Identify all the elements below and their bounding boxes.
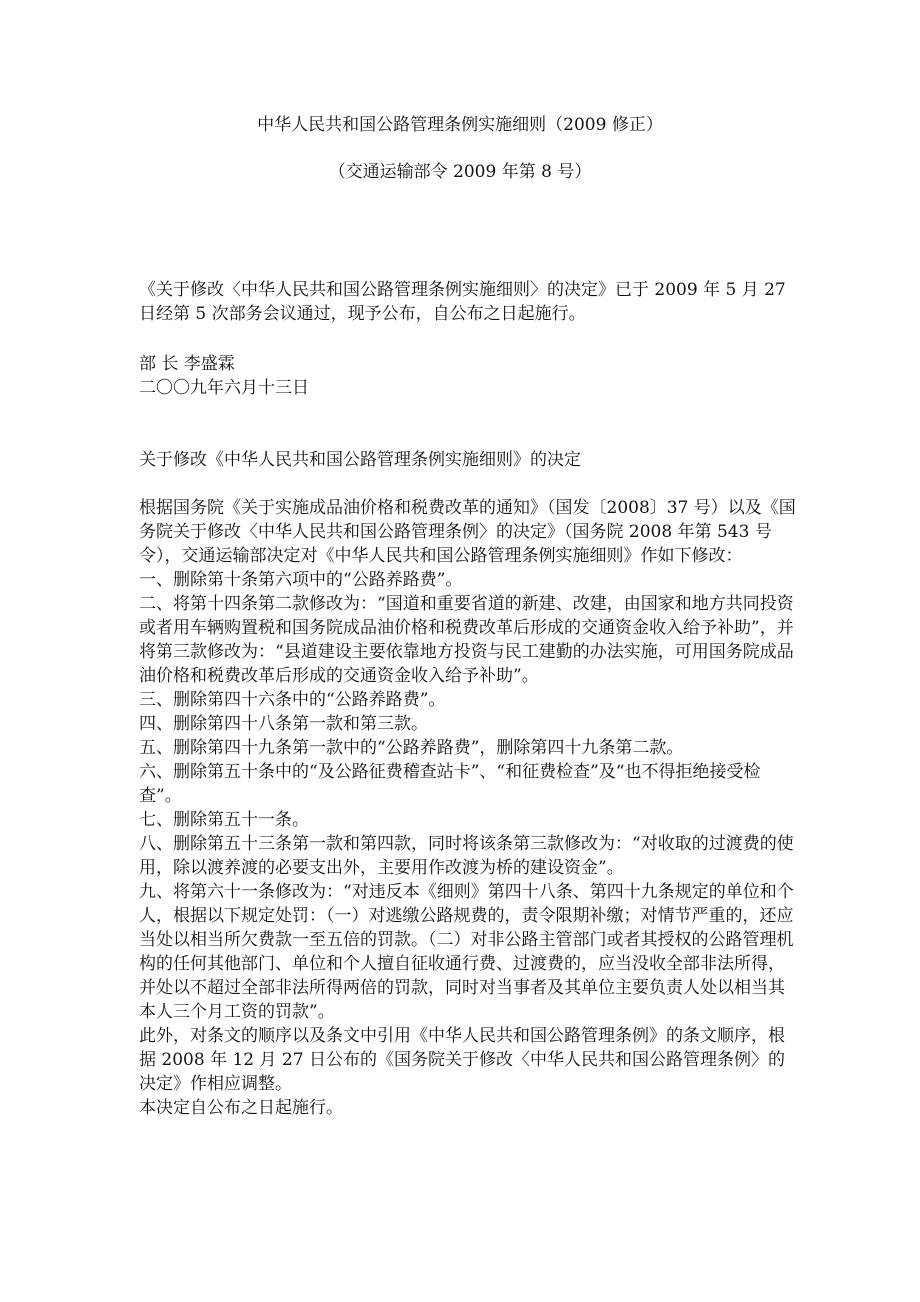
decision-paragraph-6: 六、删除第五十条中的“及公路征费稽查站卡”、“和征费检查”及“也不得拒绝接受检查”。 [139, 762, 761, 806]
decision-paragraph-9: 九、将第六十一条修改为：“对违反本《细则》第四十八条、第四十九条规定的单位和个人，根据以下规定处罚：（一）对逃缴公路规费的，责令限期补缴；对情节严重的，还应当处以相当所欠费款一至五倍的罚款。（二）对非公路主管部门或者其授权的公路管理机构的任何其他部门、单位和个人擅自征收通行费、过渡费的，应当没收全部非法所得，并处以不超过全部非法所得两倍的罚款，同时对当事者及其单位主要负责人处以相当其本人三个月工资的罚款”。 [139, 882, 794, 1022]
decision-paragraph-2: 二、将第十四条第二款修改为：“国道和重要省道的新建、改建，由国家和地方共同投资或者用车辆购置税和国务院成品油价格和税费改革后形成的交通资金收入给予补助”，并将第三款修改为：“县道建设主要依靠地方投资与民工建勤的办法实施，可用国务院成品油价格和税费改革后形成的交通资金收入给予补助”。 [139, 594, 794, 686]
decision-paragraph-3: 三、删除第四十六条中的“公路养路费”。 [139, 690, 446, 710]
intro-paragraph [139, 278, 801, 326]
decision-paragraph-8: 八、删除第五十三条第一款和第四款，同时将该条第三款修改为：“对收取的过渡费的使用，除以渡养渡的必要支出外，主要用作改渡为桥的建设资金”。 [139, 834, 794, 878]
decision-heading: 关于修改《中华人民共和国公路管理条例实施细则》的决定 [139, 450, 581, 470]
decision-paragraph-5: 五、删除第四十九条第一款中的“公路养路费”，删除第四十九条第二款。 [139, 738, 684, 758]
decision-paragraph-1: 一、删除第十条第六项中的“公路养路费”。 [139, 570, 463, 590]
decision-paragraph-10: 此外，对条文的顺序以及条文中引用《中华人民共和国公路管理条例》的条文顺序，根据 2008 年 12 月 27 日公布的《国务院关于修改〈中华人民共和国公路管理条例〉的决定》作相应调整。 [139, 1026, 785, 1094]
signature-date: 二〇〇九年六月十三日 [139, 378, 309, 398]
decision-paragraph-11: 本决定自公布之日起施行。 [139, 1098, 343, 1118]
intro-text: 《关于修改〈中华人民共和国公路管理条例实施细则〉的决定》已于 2009 年 5 月 27 日经第 5 次部务会议通过，现予公布，自公布之日起施行。 [139, 280, 786, 324]
document-title: 中华人民共和国公路管理条例实施细则（2009 修正） [257, 115, 663, 135]
decision-paragraph-7: 七、删除第五十一条。 [139, 810, 309, 830]
decision-paragraph-0: 根据国务院《关于实施成品油价格和税费改革的通知》（国发〔2008〕37 号）以及《国务院关于修改〈中华人民共和国公路管理条例〉的决定》（国务院 2008 年第 543 号令），交通运输部决定对《中华人民共和国公路管理条例实施细则》作如下修改： [139, 498, 796, 566]
decision-content [139, 496, 801, 1120]
signatory: 部 长 李盛霖 [139, 354, 235, 374]
signature-block [139, 352, 801, 400]
decision-paragraph-4: 四、删除第四十八条第一款和第三款。 [139, 714, 428, 734]
document-subtitle: （交通运输部令 2009 年第 8 号） [328, 162, 592, 182]
decision-heading-block [139, 448, 801, 472]
